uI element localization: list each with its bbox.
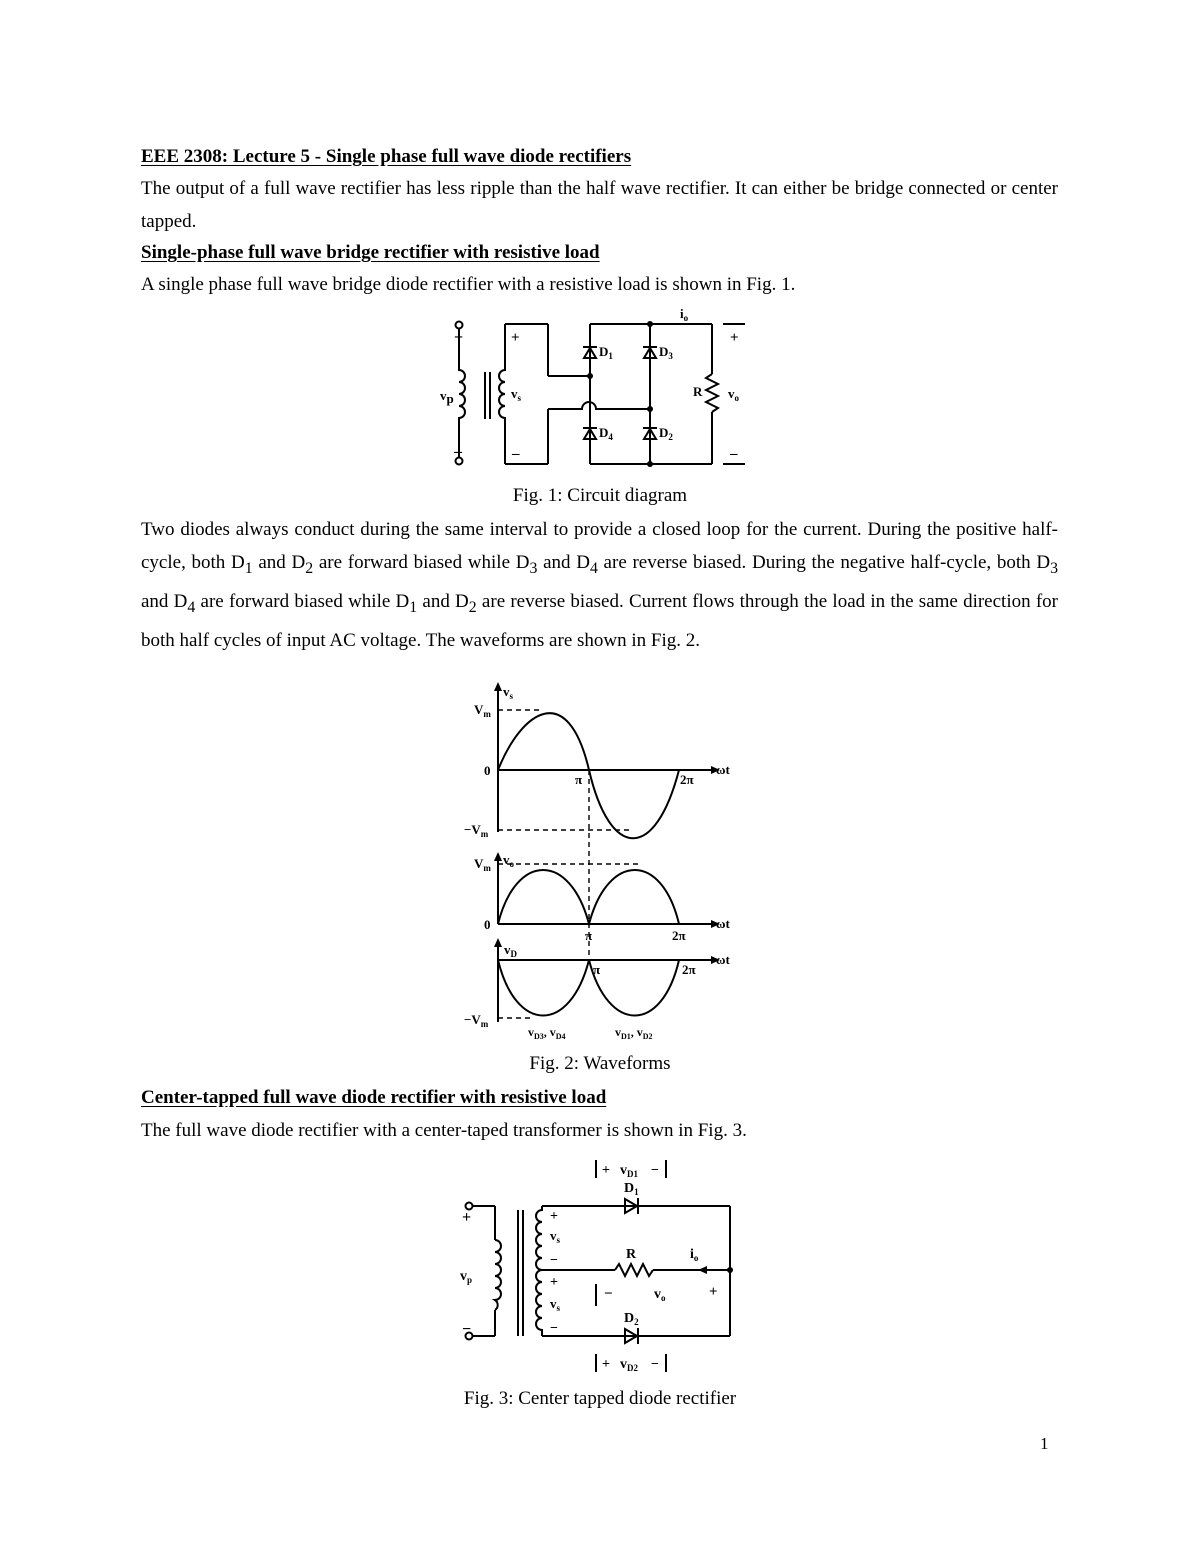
fig3-sec2-minus: − bbox=[550, 1321, 558, 1336]
page-number: 1 bbox=[1040, 1434, 1049, 1453]
fig2-vo-label: v bbox=[503, 852, 510, 867]
fig1-caption: Fig. 1: Circuit diagram bbox=[512, 485, 688, 506]
fig2-wt-label-3: ωt bbox=[716, 952, 730, 967]
fig1-d3-label: D bbox=[659, 344, 669, 359]
fig1-output-minus: – bbox=[730, 446, 738, 462]
svg-text:vD: $v_D$ bbox=[504, 942, 517, 959]
fig3-vo-minus: − bbox=[604, 1286, 613, 1302]
fig2-vm-label-1: V bbox=[474, 702, 484, 717]
fig1-vo-label: v bbox=[728, 386, 735, 401]
svg-text:D2: $D_2$ bbox=[624, 1311, 639, 1327]
svg-text:D2: $D_2$ bbox=[659, 425, 673, 442]
fig3-vd1-plus: + bbox=[602, 1163, 610, 1178]
svg-text:−Vm: $-V_m$ bbox=[464, 822, 489, 839]
fig3-sec1-minus: − bbox=[550, 1253, 558, 1268]
fig3-d2-label: D bbox=[624, 1311, 635, 1326]
fig3-vp-label: v bbox=[460, 1269, 467, 1284]
fig1-secondary-minus: – bbox=[512, 446, 520, 462]
svg-text:vs: $v_s$ bbox=[503, 684, 514, 701]
fig3-io-label: i bbox=[690, 1247, 694, 1262]
fig1-vp-label: v bbox=[440, 388, 447, 403]
fig2-zero-label-2: 0 bbox=[484, 917, 491, 932]
svg-text:vo: $v_o$ bbox=[728, 386, 739, 403]
svg-text:vD1, vD2: $v_{D1}$, $v_{D2}$ bbox=[615, 1025, 653, 1041]
fig3-vo-label: v bbox=[654, 1287, 661, 1302]
svg-text:D4: $D_4$ bbox=[599, 425, 613, 442]
svg-text:vs: $v_s$ bbox=[511, 386, 522, 403]
fig3-circuit-diagram bbox=[450, 1150, 750, 1382]
fig3-caption: Fig. 3: Center tapped diode rectifier bbox=[463, 1388, 737, 1409]
section1-heading: Single-phase full wave bridge rectifier with resistive load bbox=[141, 242, 600, 263]
fig1-r-label: R bbox=[693, 384, 703, 399]
fig2-waveforms bbox=[450, 682, 750, 1044]
svg-text:vD2: $v_{D2}$ bbox=[620, 1357, 638, 1373]
svg-text:D3: $D_3$ bbox=[659, 344, 673, 361]
fig1-primary-minus: – bbox=[454, 443, 462, 460]
fig1-secondary-plus: + bbox=[511, 330, 520, 346]
fig3-primary-minus: − bbox=[462, 1321, 472, 1338]
fig2-2pi-label-2: 2π bbox=[672, 928, 686, 943]
svg-text:io: $i_o$ bbox=[690, 1247, 699, 1263]
fig2-vd12-label: v bbox=[615, 1025, 621, 1039]
fig3-r-label: R bbox=[626, 1247, 637, 1262]
fig3-vd2-plus: + bbox=[602, 1357, 610, 1372]
fig1-primary-plus: + bbox=[454, 329, 464, 346]
fig2-wt-label-1: ωt bbox=[716, 762, 730, 777]
fig3-primary-plus: + bbox=[462, 1209, 472, 1226]
fig3-sec1-plus: + bbox=[550, 1209, 558, 1224]
fig3-vd2-label: v bbox=[620, 1357, 627, 1372]
svg-text:−Vm: $-V_m$ bbox=[464, 1012, 489, 1029]
fig3-vd2-minus: − bbox=[651, 1357, 659, 1372]
fig2-vs-label: v bbox=[503, 684, 510, 699]
svg-text:io: $i_o$ bbox=[680, 306, 689, 323]
fig2-wt-label-2: ωt bbox=[716, 916, 730, 931]
fig1-d2-label: D bbox=[659, 425, 669, 440]
fig2-negvm-label-3: −V bbox=[464, 1012, 481, 1027]
svg-text:vo: $v_o$ bbox=[503, 852, 514, 869]
svg-text:D1: $D_1$ bbox=[624, 1181, 639, 1197]
svg-text:D1: $D_1$ bbox=[599, 344, 613, 361]
svg-text:vp: vp bbox=[440, 388, 454, 406]
svg-text:Vm: $V_m$ bbox=[474, 702, 491, 719]
fig2-caption: Fig. 2: Waveforms bbox=[529, 1053, 671, 1074]
fig2-vd-label: v bbox=[504, 942, 511, 957]
fig3-sec2-plus: + bbox=[550, 1275, 558, 1290]
fig2-pi-label-1: π bbox=[575, 772, 583, 787]
fig1-d4-label: D bbox=[599, 425, 609, 440]
fig2-negvm-label-1: −V bbox=[464, 822, 481, 837]
intro-paragraph: The output of a full wave rectifier has less ripple than the half wave rectifier. It can either be bridge connected or center tapped. bbox=[141, 178, 1058, 232]
fig2-pi-label-2: π bbox=[585, 928, 593, 943]
svg-text:vD1: $v_{D1}$ bbox=[620, 1163, 638, 1179]
section2-text: The full wave diode rectifier with a center-taped transformer is shown in Fig. 3. bbox=[141, 1120, 747, 1141]
fig1-vs-label: v bbox=[511, 386, 518, 401]
fig2-vd34-label: v bbox=[528, 1025, 534, 1039]
fig1-output-plus: + bbox=[730, 330, 739, 346]
page-title: EEE 2308: Lecture 5 - Single phase full wave diode rectifiers bbox=[141, 146, 632, 167]
fig3-vs-label-2: v bbox=[550, 1296, 557, 1311]
fig2-zero-label-1: 0 bbox=[484, 763, 491, 778]
fig1-circuit-diagram bbox=[440, 304, 760, 474]
fig2-2pi-label-3: 2π bbox=[682, 962, 696, 977]
svg-text:vo: $v_o$ bbox=[654, 1287, 666, 1303]
fig1-io-label: i bbox=[680, 306, 684, 321]
fig3-vs-label-1: v bbox=[550, 1228, 557, 1243]
fig3-vo-plus: + bbox=[709, 1284, 718, 1300]
section1-text: A single phase full wave bridge diode rectifier with a resistive load is shown in Fig. 1. bbox=[141, 274, 796, 295]
svg-text:vs: $v_s$ bbox=[550, 1296, 561, 1313]
fig3-vd1-minus: − bbox=[651, 1163, 659, 1178]
fig3-vd1-label: v bbox=[620, 1163, 627, 1178]
svg-text:Vm: $V_m$ bbox=[474, 856, 491, 873]
fig1-d1-label: D bbox=[599, 344, 609, 359]
explanation-paragraph: Two diodes always conduct during the same interval to provide a closed loop for the current. During the positive half-cycle, both $D_1$ and $D_2$ are forward biased while $D_3$ and $D_4$ are reverse biased. During the negative half-cycle, both $D_3$ and $D_4$ are forward biased while $D_1$ and $D_2$ are reverse biased. Current flows through the load in the same direction for both half cycles of input AC voltage. The waveforms are shown in Fig. 2. bbox=[141, 519, 1059, 651]
svg-text:vp: $v_p$ bbox=[460, 1269, 473, 1285]
svg-text:vs: $v_s$ bbox=[550, 1228, 561, 1245]
fig3-d1-label: D bbox=[624, 1181, 635, 1196]
fig2-2pi-label-1: 2π bbox=[680, 772, 694, 787]
fig2-vm-label-2: V bbox=[474, 856, 484, 871]
svg-text:vD3, vD4: $v_{D3}$, $v_{D4}$ bbox=[528, 1025, 566, 1041]
section2-heading: Center-tapped full wave diode rectifier with resistive load bbox=[141, 1087, 607, 1108]
fig2-pi-label-3: π bbox=[593, 962, 601, 977]
